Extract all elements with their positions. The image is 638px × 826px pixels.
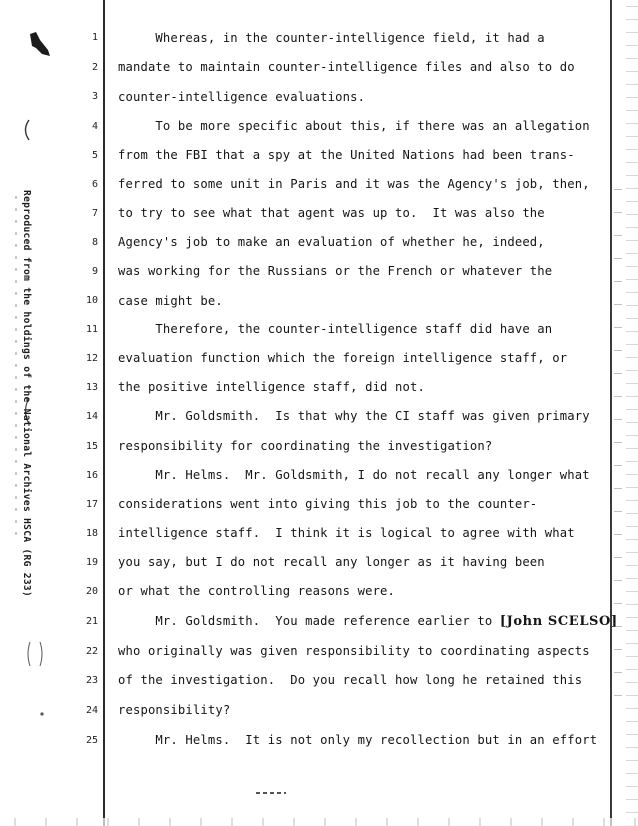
line-number: 18 — [85, 528, 98, 539]
line-number: 1 — [91, 32, 98, 43]
transcript-line: counter-intelligence evaluations. — [118, 90, 366, 104]
line-number: 24 — [85, 705, 98, 716]
transcript-line: case might be. — [118, 294, 223, 308]
line-number: 21 — [85, 616, 98, 627]
transcript-line: To be more specific about this, if there was an allegation — [118, 119, 590, 133]
transcript-line: Whereas, in the counter-intelligence field, it had a — [118, 31, 545, 45]
line-number: 11 — [85, 324, 98, 335]
right-margin-rule — [610, 0, 612, 826]
transcript-line: Mr. Goldsmith. Is that why the CI staff was given primary — [118, 409, 590, 423]
ink-blot-mark — [24, 30, 52, 60]
transcript-line: intelligence staff. I think it is logical to agree with what — [118, 526, 575, 540]
handwritten-annotation: [John SCELSO] — [499, 614, 618, 629]
transcript-line: ferred to some unit in Paris and it was the Agency's job, then, — [118, 177, 590, 191]
transcript-line: Agency's job to make an evaluation of whether he, indeed, — [118, 235, 545, 249]
line-number: 19 — [85, 557, 98, 568]
line-number: 7 — [91, 208, 98, 219]
line-number: 14 — [85, 411, 98, 422]
line-number: 6 — [91, 179, 98, 190]
transcript-line-text: Mr. Goldsmith. You made reference earlier to — [118, 614, 500, 628]
transcript-line: of the investigation. Do you recall how long he retained this — [118, 673, 583, 687]
line-number: 17 — [85, 499, 98, 510]
transcript-line: you say, but I do not recall any longer as it having been — [118, 555, 545, 569]
transcript-line: evaluation function which the foreign intelligence staff, or — [118, 351, 568, 365]
transcript-line: who originally was given responsibility to coordinating aspects — [118, 644, 590, 658]
transcript-line: Therefore, the counter-intelligence staff did have an — [118, 322, 553, 336]
line-number: 25 — [85, 735, 98, 746]
transcript-line: Mr. Helms. Mr. Goldsmith, I do not recall any longer what — [118, 468, 590, 482]
transcript-line: responsibility for coordinating the investigation? — [118, 439, 493, 453]
line-number: 15 — [85, 441, 98, 452]
margin-bracket-mark — [20, 118, 32, 142]
line-number: 2 — [91, 62, 98, 73]
scan-noise-bottom — [0, 818, 638, 826]
page-edge — [626, 0, 638, 826]
transcript-line: or what the controlling reasons were. — [118, 584, 396, 598]
transcript-line: the positive intelligence staff, did not. — [118, 380, 425, 394]
margin-dot-mark — [38, 710, 46, 718]
transcript-line: from the FBI that a spy at the United Nations had been trans- — [118, 148, 575, 162]
line-number: 10 — [85, 295, 98, 306]
line-number: 9 — [91, 266, 98, 277]
line-number: 20 — [85, 586, 98, 597]
line-number: 12 — [85, 353, 98, 364]
transcript-line: was working for the Russians or the French or whatever the — [118, 264, 553, 278]
line-number: 16 — [85, 470, 98, 481]
transcript-line: Mr. Helms. It is not only my recollection but in an effort — [118, 733, 598, 747]
transcript-line: considerations went into giving this job to the counter- — [118, 497, 538, 511]
transcript-line: responsibility? — [118, 703, 231, 717]
left-margin-rule — [103, 0, 105, 826]
line-number: 5 — [91, 150, 98, 161]
line-number: 22 — [85, 646, 98, 657]
scan-mark — [256, 792, 286, 794]
margin-bracket-mark — [26, 640, 44, 668]
line-number: 23 — [85, 675, 98, 686]
line-number: 3 — [91, 91, 98, 102]
transcript-line: to try to see what that agent was up to. It was also the — [118, 206, 545, 220]
line-number: 4 — [91, 121, 98, 132]
transcript-line: mandate to maintain counter-intelligence files and also to do — [118, 60, 575, 74]
archive-stamp-text: Reproduced from the holdings of the National Archives HSCA (RG 233) — [21, 190, 32, 598]
transcript-line — [118, 614, 618, 629]
line-number: 13 — [85, 382, 98, 393]
line-number: 8 — [91, 237, 98, 248]
